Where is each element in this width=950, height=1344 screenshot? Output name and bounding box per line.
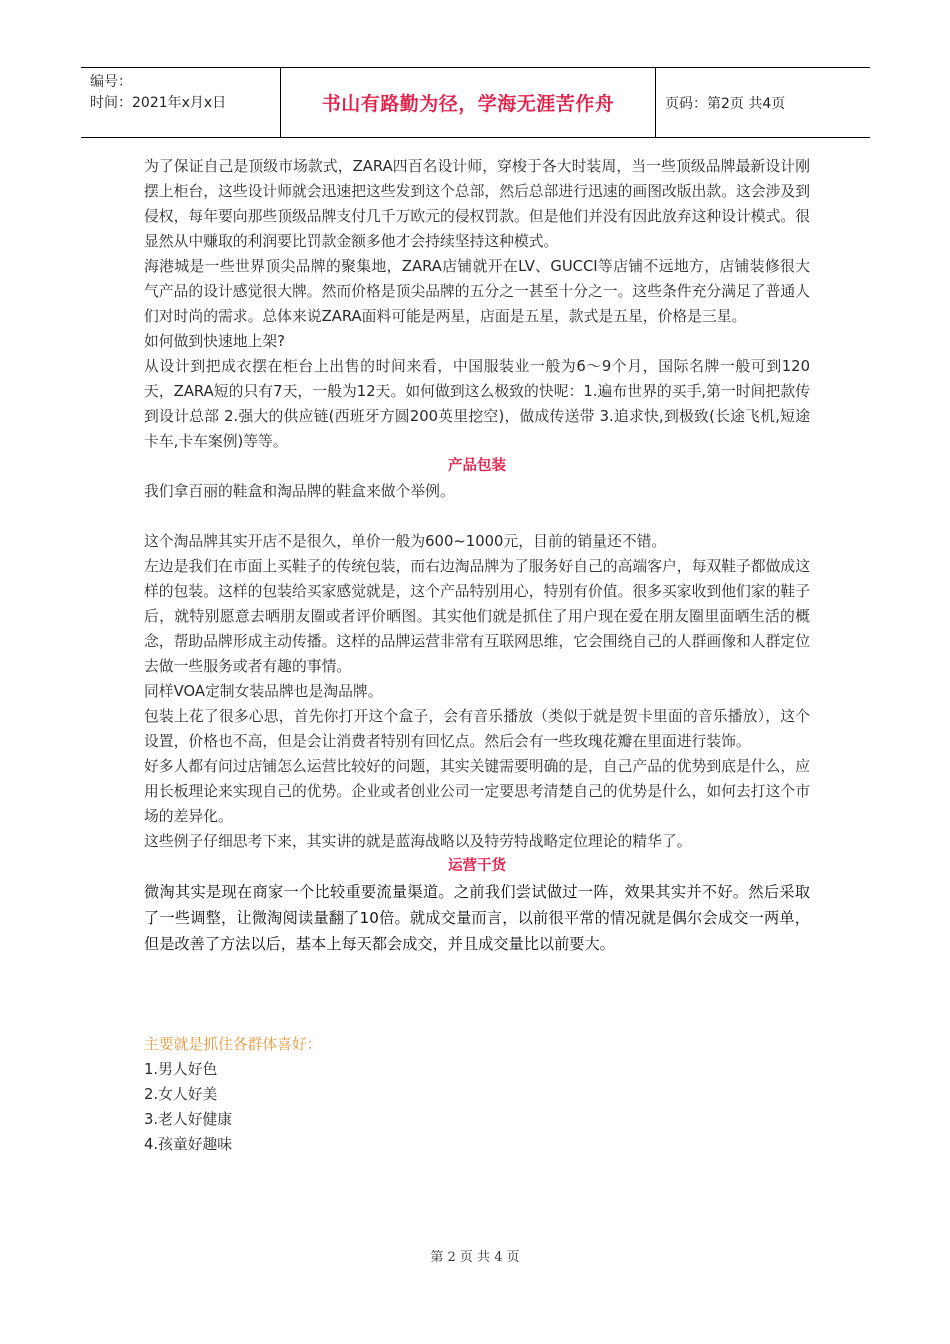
page-footer [0,1246,950,1265]
paragraph: 如何做到快速地上架? [144,333,286,350]
paragraph: 左边是我们在市面上买鞋子的传统包装，而右边淘品牌为了服务好自己的高端客户，每双鞋子都做成这样的包装。这样的包装给买家感觉就是，这个产品特别用心，特别有价值。很多买家收到他们家的鞋子后，就特别愿意去晒朋友圈或者评价晒图。其实他们就是抓住了用户现在爱在朋友圈里面晒生活的概念，帮助品牌形成主动传播。这样的品牌运营非常有互联网思维，它会围绕自己的人群画像和人群定位去做一些服务或者有趣的事情。 [144,558,810,675]
paragraph: 包装上花了很多心思，首先你打开这个盒子，会有音乐播放（类似于就是贺卡里面的音乐播放），这个设置，价格也不高，但是会让消费者特别有回忆点。然后会有一些玫瑰花瓣在里面进行装饰。 [144,708,810,750]
section-heading-operations: 运营干货 [448,858,506,874]
paragraph: 微淘其实是现在商家一个比较重要流量渠道。之前我们尝试做过一阵，效果其实并不好。然后采取了一些调整，让微淘阅读量翻了10倍。就成交量而言，以前很平常的情况就是偶尔会成交一两单，但是改善了方法以后，基本上每天都会成交，并且成交量比以前要大。 [144,883,810,953]
paragraph: 同样VOA定制女装品牌也是淘品牌。 [144,683,383,700]
list-item: 4.孩童好趣味 [144,1136,233,1153]
header-motto-cell [281,68,656,137]
paragraph: 这些例子仔细思考下来，其实讲的就是蓝海战略以及特劳特战略定位理论的精华了。 [144,833,692,850]
list-title: 主要就是抓住各群体喜好： [144,1036,322,1053]
paragraph: 好多人都有问过店铺怎么运营比较好的问题，其实关键需要明确的是，自己产品的优势到底是什么，应用长板理论来实现自己的优势。企业或者创业公司一定要思考清楚自己的优势是什么，如何去打这个市场的差异化。 [144,758,810,825]
section-heading-packaging: 产品包装 [448,458,506,474]
blank-line [144,504,810,529]
document-header [81,67,870,138]
paragraph: 这个淘品牌其实开店不是很久，单价一般为600~1000元，目前的销量还不错。 [144,533,667,550]
operations-block [144,879,810,957]
paragraph: 从设计到把成衣摆在柜台上出售的时间来看，中国服装业一般为6～9个月，国际名牌一般可到120天，ZARA短的只有7天，一般为12天。如何做到这么极致的快呢：1.遍布世界的买手,第一时间把款传到设计总部 2.强大的供应链(西班牙方圆200英里挖空)，做成传送带 3.追求快,到极致(长途飞机,短途卡车,卡车案例)等等。 [144,358,810,450]
preference-list [144,1032,810,1157]
document-body [144,154,810,1157]
number-label: 编号： [90,74,132,90]
blank-line [144,957,810,982]
footer-page-number: 第 2 页 共 4 页 [430,1250,520,1265]
header-motto: 书山有路勤为径，学海无涯苦作舟 [321,93,615,115]
header-page-info: 页码：第2页 共4页 [665,95,786,112]
list-item: 3.老人好健康 [144,1111,233,1128]
paragraph: 我们拿百丽的鞋盒和淘品牌的鞋盒来做个举例。 [144,483,455,500]
paragraph: 海港城是一些世界顶尖品牌的聚集地，ZARA店铺就开在LV、GUCCI等店铺不远地方，店铺装修很大气产品的设计感觉很大牌。然而价格是顶尖品牌的五分之一甚至十分之一。这些条件充分满足了普通人们对时尚的需求。总体来说ZARA面料可能是两星，店面是五星，款式是五星，价格是三星。 [144,258,810,325]
header-page-cell [656,68,870,137]
paragraph: 为了保证自己是顶级市场款式，ZARA四百名设计师，穿梭于各大时装周，当一些顶级品牌最新设计刚摆上柜台，这些设计师就会迅速把这些发到这个总部，然后总部进行迅速的画图改版出款。这会涉及到侵权，每年要向那些顶级品牌支付几千万欧元的侵权罚款。但是他们并没有因此放弃这种设计模式。很显然从中赚取的利润要比罚款金额多他才会持续坚持这种模式。 [144,158,810,250]
blank-line [144,1007,810,1032]
time-label: 时间：2021年x月x日 [90,95,227,111]
blank-line [144,982,810,1007]
list-item: 1.男人好色 [144,1061,218,1078]
list-item: 2.女人好美 [144,1086,218,1103]
header-meta [81,68,281,137]
